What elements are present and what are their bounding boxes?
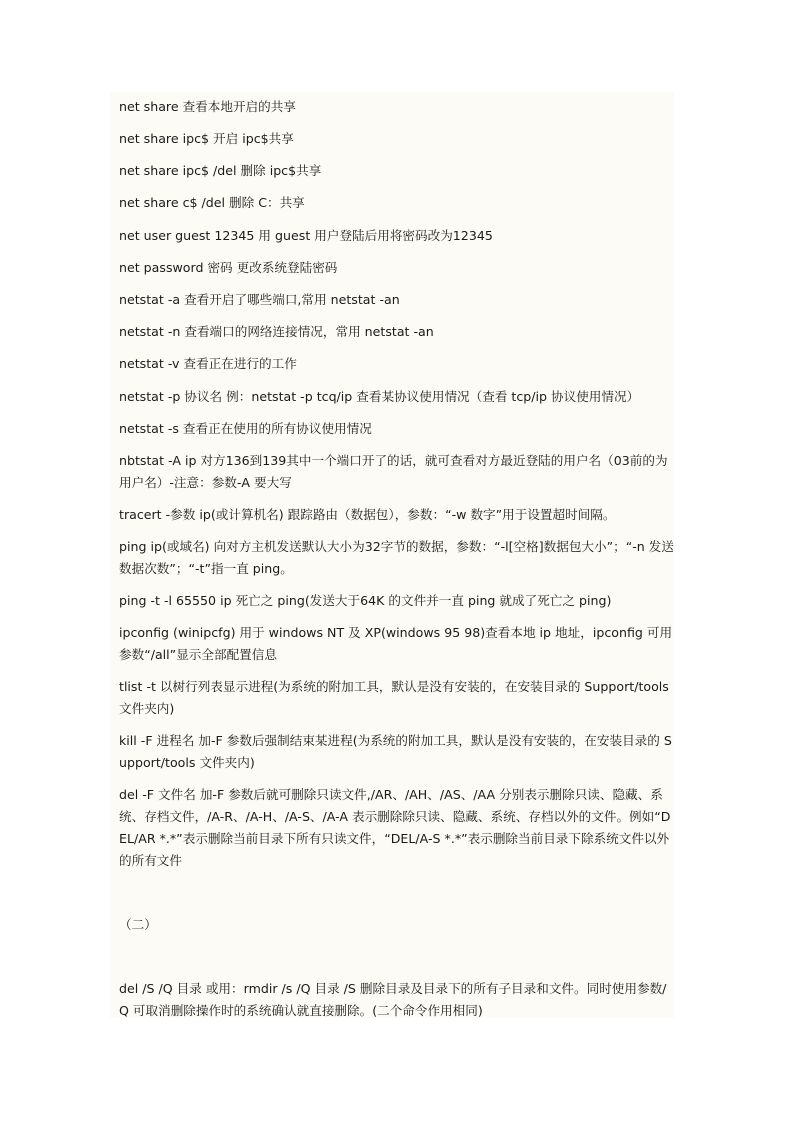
entry-netstat-s: netstat -s 查看正在使用的所有协议使用情况	[119, 421, 372, 436]
entry-tracert: tracert -参数 ip(或计算机名) 跟踪路由（数据包），参数：“-w 数字”用于设置超时间隔。	[119, 507, 616, 522]
entry-tlist: tlist -t 以树行列表显示进程(为系统的附加工具，默认是没有安装的，在安装目录的 Support/tools 文件夹内)	[119, 679, 669, 716]
entry-kill: kill -F 进程名 加-F 参数后强制结束某进程(为系统的附加工具，默认是没有安装的，在安装目录的 Support/tools 文件夹内)	[119, 733, 672, 770]
entry-del-s-q: del /S /Q 目录 或用：rmdir /s /Q 目录 /S 删除目录及目录下的所有子目录和文件。同时使用参数/Q 可取消删除操作时的系统确认就直接删除。(二个命令作用相同)	[119, 981, 667, 1018]
entry-netstat-p: netstat -p 协议名 例：netstat -p tcq/ip 查看某协议使用情况（查看 tcp/ip 协议使用情况）	[119, 389, 640, 404]
entry-net-share-ipc-del: net share ipc$ /del 删除 ipc$共享	[119, 163, 322, 178]
entry-ping-death: ping -t -l 65550 ip 死亡之 ping(发送大于64K 的文件并一直 ping 就成了死亡之 ping)	[119, 593, 612, 608]
entry-nbtstat: nbtstat -A ip 对方136到139其中一个端口开了的话，就可查看对方最近登陆的用户名（03前的为用户名）-注意：参数-A 要大写	[119, 453, 668, 490]
entry-net-password: net password 密码 更改系统登陆密码	[119, 260, 338, 275]
entry-net-share: net share 查看本地开启的共享	[119, 99, 296, 114]
entry-net-share-c-del: net share c$ /del 删除 C：共享	[119, 195, 305, 210]
entry-ping: ping ip(或域名) 向对方主机发送默认大小为32字节的数据，参数：“-l[空格]数据包大小”；“-n 发送数据次数”；“-t”指一直 ping。	[119, 539, 674, 576]
entry-netstat-n: netstat -n 查看端口的网络连接情况，常用 netstat -an	[119, 324, 434, 339]
document-body	[110, 92, 674, 1018]
entry-net-share-ipc: net share ipc$ 开启 ipc$共享	[119, 131, 294, 146]
entry-ipconfig: ipconfig (winipcfg) 用于 windows NT 及 XP(windows 95 98)查看本地 ip 地址，ipconfig 可用参数“/all”显示全部配置信息	[119, 625, 673, 662]
section-heading: （二）	[119, 917, 157, 932]
entry-netstat-a: netstat -a 查看开启了哪些端口,常用 netstat -an	[119, 292, 400, 307]
entry-netstat-v: netstat -v 查看正在进行的工作	[119, 356, 297, 371]
entry-del-f: del -F 文件名 加-F 参数后就可删除只读文件,/AR、/AH、/AS、/AA 分别表示删除只读、隐藏、系统、存档文件，/A-R、/A-H、/A-S、/A-A 表示删除除只读、隐藏、系统、存档以外的文件。例如“DEL/AR *.*”表示删除当前目录下所有只读文件，“DEL/A-S *.*”表示删除当前目录下除系统文件以外的所有文件	[119, 787, 671, 868]
entry-net-user-guest: net user guest 12345 用 guest 用户登陆后用将密码改为12345	[119, 228, 493, 243]
